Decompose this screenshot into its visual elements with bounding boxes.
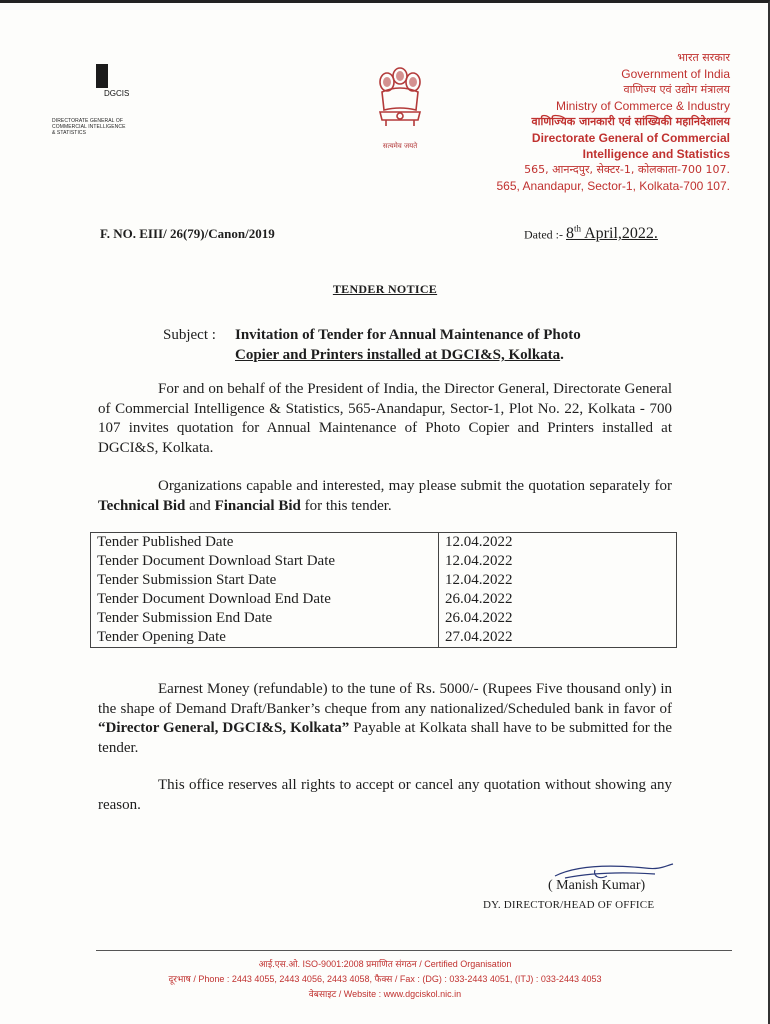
date-value [566,225,658,242]
letterhead-hindi-govt: भारत सरकार [677,51,730,64]
national-emblem [372,62,428,162]
bids-text-c: and [185,497,215,514]
table-row [91,628,677,648]
date-line [524,224,658,243]
logo-caption-line: DIRECTORATE GENERAL OF [52,118,124,124]
schedule-date: 12.04.2022 [439,571,677,590]
date-label: Dated :- [524,227,563,242]
schedule-label: Tender Published Date [91,533,439,553]
footer-divider [96,950,732,951]
bids-text-a: Organizations capable and interested, may please submit the quotation separately for [158,478,672,494]
logo-abbr: DGCIS [104,89,130,98]
tender-schedule-table [90,532,677,648]
schedule-label: Tender Submission End Date [91,609,439,628]
letterhead-dgcis-line2: Intelligence and Statistics [582,147,730,161]
footer-iso: आई.एस.ओ. ISO-9001:2008 प्रमाणित संगठन / Certified Organisation [258,959,512,969]
notice-title: TENDER NOTICE [332,282,438,296]
logo-caption-line: COMMERCIAL INTELLIGENCE [52,124,126,130]
emblem-motto: सत्यमेव जयते [382,142,418,150]
schedule-date: 26.04.2022 [439,590,677,609]
table-row [91,590,677,609]
footer-website: वेबसाइट / Website : www.dgciskol.nic.in [308,989,462,999]
schedule-label: Tender Document Download Start Date [91,552,439,571]
letterhead-dgcis-line1: Directorate General of Commercial [531,131,730,145]
logo-caption-line: & STATISTICS [52,130,87,136]
lion-capital-icon [372,62,428,142]
bids-text-e: for this tender. [300,497,392,514]
subject-label: Subject : [163,327,216,343]
letterhead-footer [0,957,770,1002]
letterhead-address: 565, Anandapur, Sector-1, Kolkata-700 107. [496,179,730,193]
subject-line-2: Copier and Printers installed at DGCI&S, Kolkata [235,347,561,363]
letterhead-hindi-ministry: वाणिज्य एवं उद्योग मंत्रालय [623,83,730,96]
emd-text-a: Earnest Money (refundable) to the tune of Rs. 5000/- (Rupees Five thousand only) in the shape of Demand Draft/Banker’s cheque from any nationalized/Scheduled bank in favor of [98,681,672,717]
schedule-label: Tender Submission Start Date [91,571,439,590]
date-rest: April,2022. [581,225,658,243]
emd-text-c: Payable at Kolkata shall have to be submitted for the tender. [98,720,672,756]
footer-phone: दूरभाष / Phone : 2443 4055, 2443 4056, 2443 4058, फैक्स / Fax : (DG) : 033-2443 4051, (ITJ) : 033-2443 4053 [168,974,602,984]
letterhead-hindi-address: 565, आनन्दपुर, सेक्टर-1, कोलकाता-700 107. [524,163,730,176]
schedule-label: Tender Opening Date [91,628,439,648]
dgcis-logo [52,56,152,146]
schedule-date: 26.04.2022 [439,609,677,628]
table-row [91,533,677,553]
emd-payee: “Director General, DGCI&S, Kolkata” [98,720,350,736]
schedule-date: 12.04.2022 [439,552,677,571]
file-number: F. NO. EIII/ 26(79)/Canon/2019 [100,226,275,241]
letterhead-govt: Government of India [621,67,730,81]
body-paragraph-bids [98,477,672,516]
signatory-designation: DY. DIRECTOR/HEAD OF OFFICE [483,899,655,911]
table-row [91,552,677,571]
table-row [91,571,677,590]
logo-caption [52,118,162,136]
schedule-date: 12.04.2022 [439,533,677,553]
technical-bid-text: Technical Bid [98,497,186,514]
date-day: 8 [565,225,574,243]
letterhead-hindi-dgcis: वाणिज्यिक जानकारी एवं सांख्यिकी महानिदेशालय [531,115,730,128]
subject-line-2-end: . [560,347,564,363]
signatory-name: ( Manish Kumar) [548,878,646,893]
letterhead [496,50,730,194]
table-row [91,609,677,628]
schedule-date: 27.04.2022 [439,628,677,648]
body-paragraph-rights: This office reserves all rights to accept or cancel any quotation without showing any reason. [98,777,672,813]
date-suffix: th [573,224,581,234]
subject-line-1: Invitation of Tender for Annual Maintenance of Photo [235,327,581,343]
subject-block [163,325,581,365]
letterhead-ministry: Ministry of Commerce & Industry [555,99,730,113]
body-paragraph-invitation: For and on behalf of the President of India, the Director General, Directorate General of Commercial Intelligence & Statistics, 565-Anandapur, Sector-1, Plot No. 22, Kolkata - 700 107 invites quotation for Annual Maintenance of Photo Copier and Printers installed at DGCI&S, Kolkata. [98,381,672,456]
schedule-label: Tender Document Download End Date [91,590,439,609]
financial-bid-text: Financial Bid [214,497,301,514]
body-paragraph-emd [98,680,672,758]
logo-mark-dot [96,58,108,64]
